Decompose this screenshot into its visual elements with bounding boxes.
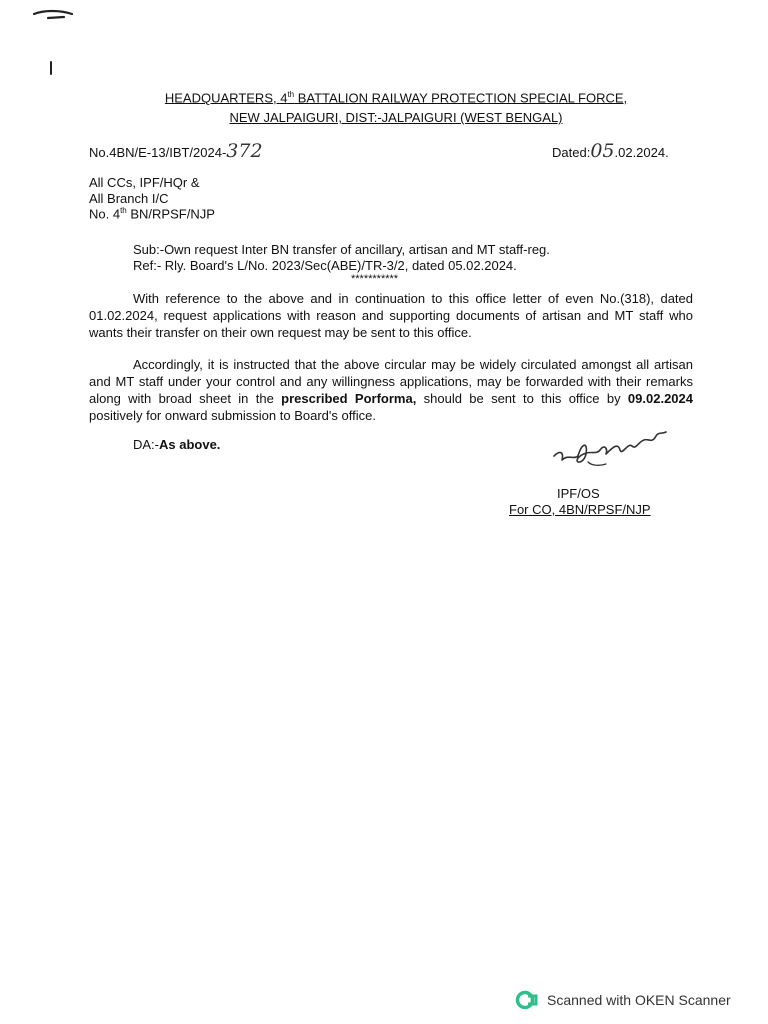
addressee-line-1: All CCs, IPF/HQr & <box>89 175 200 190</box>
reference-line: Ref:- Rly. Board's L/No. 2023/Sec(ABE)/TR-3/2, dated 05.02.2024. <box>133 258 517 273</box>
signatory-for-line: For CO, 4BN/RPSF/NJP <box>509 502 651 517</box>
enclosure-line: DA:-As above. <box>133 437 221 452</box>
addressee-line-3: No. 4th BN/RPSF/NJP <box>89 206 215 222</box>
body-paragraph-2: Accordingly, it is instructed that the above circular may be widely circulated amongst all artisan and MT staff under your control and any willingness applications, may be forwarded with their remarks along with broad sheet in the prescribed Porforma, should be sent to this office by 09.02.2024 positively for onward submission to Board's office. <box>89 357 693 423</box>
reference-number: No.4BN/E-13/IBT/2024-372 <box>89 140 263 162</box>
margin-scribble-icon <box>30 8 76 24</box>
addressee-line-2: All Branch I/C <box>89 191 169 206</box>
margin-mark-icon <box>47 60 55 76</box>
letterhead-line-1: HEADQUARTERS, 4th BATTALION RAILWAY PROTECTION SPECIAL FORCE, <box>164 90 628 106</box>
handwritten-letter-number: 372 <box>226 140 263 162</box>
subject-line: Sub:-Own request Inter BN transfer of ancillary, artisan and MT staff-reg. <box>133 242 550 257</box>
letterhead-line-2: NEW JALPAIGURI, DIST:-JALPAIGURI (WEST BENGAL) <box>229 110 563 125</box>
handwritten-day: 05 <box>590 140 615 162</box>
handwritten-signature-icon <box>548 420 673 475</box>
bold-prescribed-proforma: prescribed Porforma, <box>281 391 417 406</box>
body-paragraph-1: With reference to the above and in continuation to this office letter of even No.(318), dated 01.02.2024, request applications with reason and supporting documents of artisan and MT staff who wants their transfer on their own request may be sent to this office. <box>89 291 693 340</box>
separator-stars: *********** <box>351 273 399 285</box>
letter-date: Dated:05.02.2024. <box>552 140 669 162</box>
scanner-watermark <box>515 990 731 1010</box>
scanner-watermark-text: Scanned with OKEN Scanner <box>547 992 731 1008</box>
signatory-designation: IPF/OS <box>557 486 600 501</box>
bold-deadline-date: 09.02.2024 <box>627 391 693 406</box>
oken-scanner-logo-icon <box>515 990 539 1010</box>
